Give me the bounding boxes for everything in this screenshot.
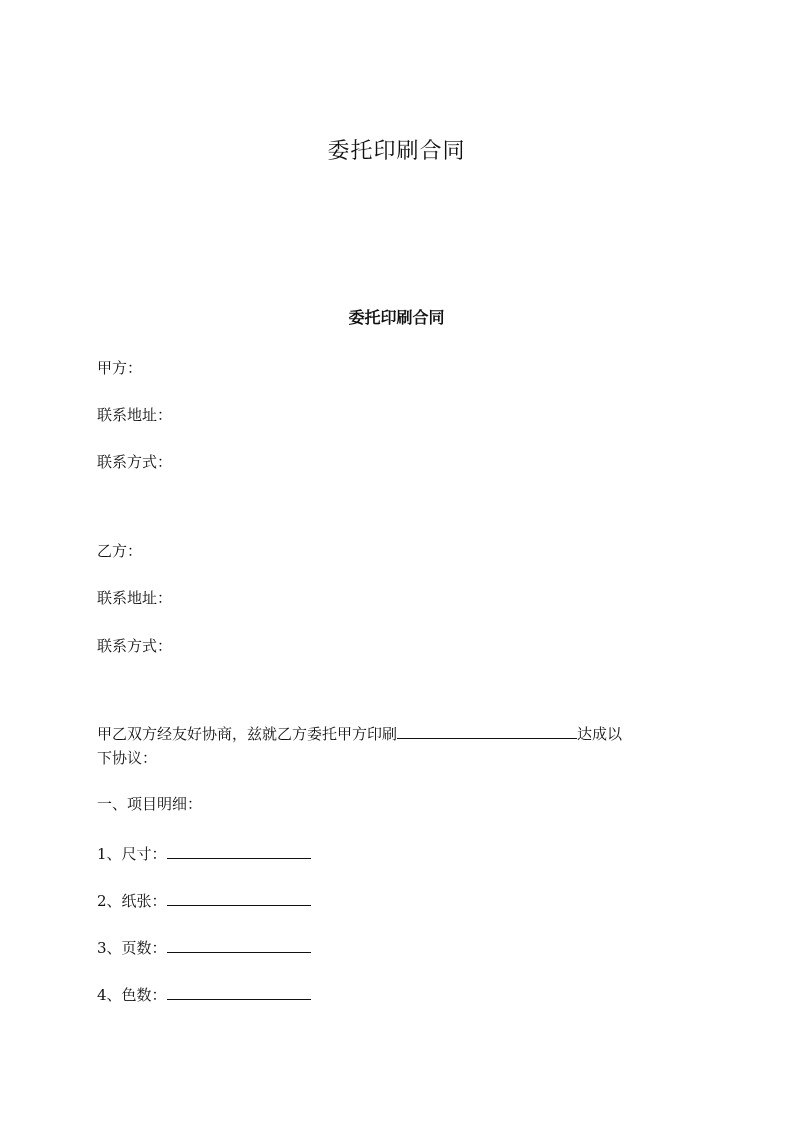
item-paper xyxy=(97,889,697,912)
item-paper-label: 2、纸张： xyxy=(97,892,167,910)
item-size xyxy=(97,842,697,865)
item-colors-label: 4、色数： xyxy=(97,986,167,1004)
item-colors-blank xyxy=(167,983,311,1000)
section1-heading: 一、项目明细： xyxy=(97,795,203,813)
contract-title: 委托印刷合同 xyxy=(348,308,445,327)
party-b-address-label: 联系地址： xyxy=(97,589,173,607)
item-paper-blank xyxy=(167,889,311,906)
party-b-contact-label: 联系方式： xyxy=(97,637,173,655)
item-size-blank xyxy=(167,842,311,859)
party-a-contact-label: 联系方式： xyxy=(97,453,173,471)
document-header-title: 委托印刷合同 xyxy=(327,139,466,164)
item-pages-blank xyxy=(167,936,311,953)
item-colors xyxy=(97,983,697,1006)
party-a-address-label: 联系地址： xyxy=(97,406,173,424)
party-b-name-label: 乙方： xyxy=(97,542,143,560)
item-size-label: 1、尺寸： xyxy=(97,845,167,863)
print-item-blank xyxy=(397,722,577,739)
item-pages-label: 3、页数： xyxy=(97,939,167,957)
party-a-name-label: 甲方： xyxy=(97,359,143,377)
intro-text-line2: 下协议： xyxy=(97,749,158,767)
intro-text-before: 甲乙双方经友好协商，兹就乙方委托甲方印刷 xyxy=(97,725,398,743)
intro-paragraph xyxy=(97,722,697,770)
intro-text-after: 达成以 xyxy=(577,725,623,743)
item-pages xyxy=(97,936,697,959)
